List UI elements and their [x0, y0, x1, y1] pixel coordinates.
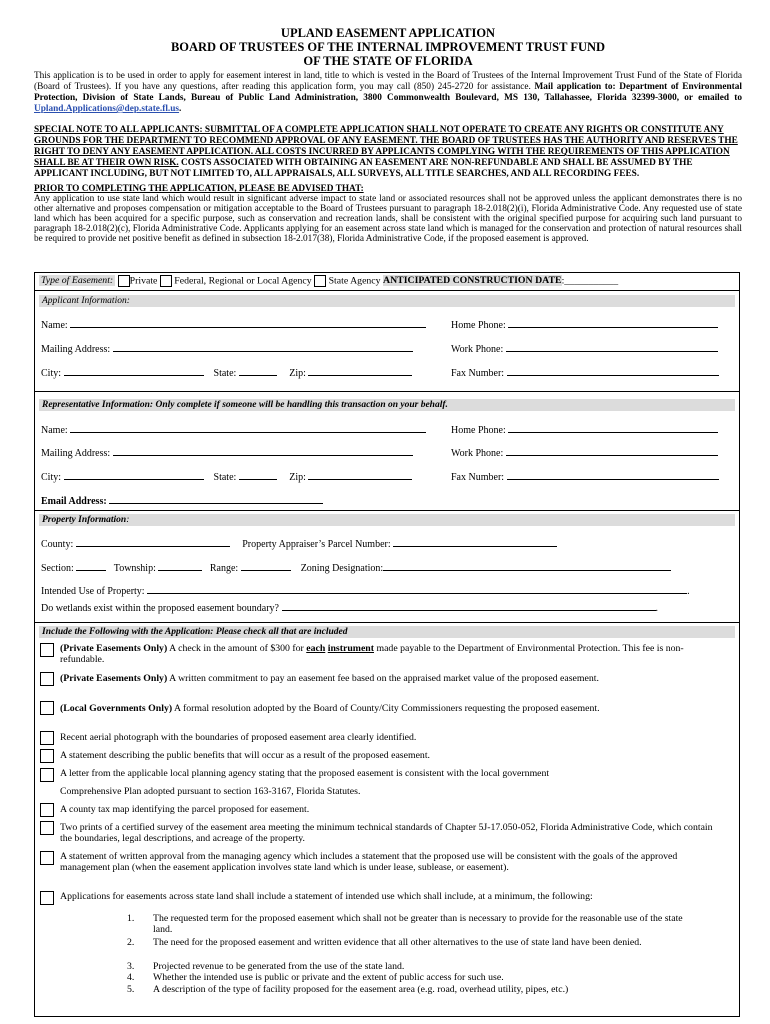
rep-email-label: Email Address:	[41, 496, 110, 507]
item-2-text: A written commitment to pay an easement fee based on the appraised market value of the proposed easement.	[167, 673, 599, 684]
applicant-fax-row	[451, 366, 719, 379]
parcel-label: Property Appraiser’s Parcel Number:	[242, 539, 394, 550]
section-field[interactable]	[76, 561, 106, 571]
intended-use-field[interactable]	[147, 584, 687, 594]
rep-work-phone-label: Work Phone:	[451, 448, 506, 459]
include-item-5: A statement describing the public benefits that will occur as a result of the proposed easement.	[60, 750, 430, 761]
item-7-checkbox[interactable]	[40, 803, 54, 817]
state-agency-label: State Agency	[328, 275, 381, 287]
construction-date-field[interactable]: :___________	[561, 275, 619, 287]
intro-paragraph	[34, 71, 742, 115]
federal-checkbox[interactable]	[160, 275, 172, 287]
section-row	[41, 561, 671, 574]
page-subtitle: BOARD OF TRUSTEES OF THE INTERNAL IMPROVEMENT TRUST FUND	[170, 40, 606, 54]
representative-section-header: Representative Information: Only complete if someone will be handling this transaction on your behalf.	[39, 399, 735, 411]
rep-fax-row	[451, 470, 719, 483]
rep-work-phone-field[interactable]	[506, 446, 718, 456]
applicant-home-phone-row	[451, 318, 718, 331]
county-field[interactable]	[76, 537, 230, 547]
rep-state-label: State:	[213, 472, 239, 483]
applicant-city-field[interactable]	[64, 366, 204, 376]
rep-mailing-row	[41, 446, 413, 459]
range-label: Range:	[209, 563, 241, 574]
include-item-10: Applications for easements across state land shall include a statement of intended use which shall include, at a minimum, the following:	[60, 891, 593, 902]
applicant-zip-field[interactable]	[308, 366, 412, 376]
rep-email-row	[41, 494, 323, 507]
township-field[interactable]	[158, 561, 202, 571]
item-3-lead: (Local Governments Only)	[60, 703, 173, 714]
rep-fax-field[interactable]	[507, 470, 719, 480]
special-note-tail: COSTS ASSOCIATED WITH OBTAINING AN EASEMENT ARE NON-REFUNDABLE AND SHALL BE ASSUMED BY THE APPLICANT INCLUDING, BUT NOT LIMITED TO, ALL APPRAISALS, ALL SURVEYS, ALL TITLE SEARCHES, AND ALL RECORDING FEES.	[34, 158, 693, 179]
wetlands-row	[41, 601, 658, 614]
sub-item-2	[127, 937, 707, 948]
property-heading: Property Information	[42, 515, 127, 525]
divider	[35, 510, 739, 511]
prior-notice	[34, 184, 742, 244]
section-label: Section:	[41, 563, 77, 574]
include-item-7: A county tax map identifying the parcel proposed for easement.	[60, 804, 310, 815]
rep-state-field[interactable]	[239, 470, 277, 480]
property-colon: :	[126, 515, 130, 525]
applicant-name-label: Name:	[41, 320, 71, 331]
rep-city-field[interactable]	[64, 470, 204, 480]
zoning-field[interactable]	[383, 561, 671, 571]
zoning-label: Zoning Designation:	[300, 563, 384, 574]
applicant-work-phone-label: Work Phone:	[451, 344, 506, 355]
applicant-heading: Applicant Information	[42, 296, 127, 306]
construction-date-label: ANTICIPATED CONSTRUCTION DATE	[383, 275, 562, 287]
prior-text: Any application to use state land which would result in significant adverse impact to state land or associated resources shall not be approved unless the applicant demonstrates there is no other alternative and proposes compensation or mitigation acceptable to the Board of Trustees pursuant to paragraph 18-2.018(2)(i), Florida Administrative Code. Any requested use of state land which has been acquired for a specific purpose, such as conservation and recreation lands, shall be consistent with the original specified purpose for acquiring such land pursuant to paragraph 18-2.018(2)(c), Florida Administrative Code. Applicants applying for an easement across state land which is managed for the conservation and protection of natural resources shall be required to provide net positive benefit as defined in subsection 18-2.017(38), Florida Administrative Code, if the proposed easement is approved.	[34, 194, 742, 244]
item-4-checkbox[interactable]	[40, 731, 54, 745]
sub-item-5	[127, 984, 707, 995]
county-label: County:	[41, 539, 76, 550]
item-3-checkbox[interactable]	[40, 701, 54, 715]
item-5-checkbox[interactable]	[40, 749, 54, 763]
include-section-header: Include the Following with the Application: Please check all that are included	[39, 626, 735, 638]
sub-item-5-text: A description of the type of facility proposed for the easement area (e.g. road, overhead utility, pipes, etc.)	[153, 984, 569, 995]
rep-email-field[interactable]	[109, 494, 323, 504]
applicant-section-header	[39, 295, 735, 307]
divider	[35, 391, 739, 392]
include-item-2	[60, 673, 720, 684]
sub-item-4	[127, 972, 707, 983]
applicant-work-phone-row	[451, 342, 718, 355]
mail-instructions: Mail application to: Department of Environmental Protection, Division of State Lands, Bureau of Public Land Administration, 3800 Commonwealth Boulevard, MS 130, Tallahassee, Florida 32399-3000, or emailed to	[34, 82, 742, 103]
item-8-checkbox[interactable]	[40, 821, 54, 835]
sub-item-4-number: 4.	[127, 972, 135, 983]
property-section-header	[39, 514, 735, 526]
divider	[35, 290, 739, 291]
sub-item-3-number: 3.	[127, 961, 135, 972]
rep-city-row	[41, 470, 412, 483]
rep-fax-label: Fax Number:	[451, 472, 507, 483]
private-checkbox[interactable]	[118, 275, 130, 287]
special-note	[34, 125, 742, 180]
applicant-state-label: State:	[213, 368, 239, 379]
applicant-colon: :	[126, 296, 130, 306]
include-item-6: A letter from the applicable local planning agency stating that the proposed easement is consistent with the local government	[60, 768, 550, 779]
item-1-text2: made payable to the Department of Environmental Protection. This fee is non-refundable.	[60, 643, 684, 665]
item-6-checkbox[interactable]	[40, 768, 54, 782]
page-title: UPLAND EASEMENT APPLICATION	[280, 26, 496, 40]
application-form	[34, 272, 740, 1017]
state-agency-checkbox[interactable]	[314, 275, 326, 287]
applicant-home-phone-label: Home Phone:	[451, 320, 509, 331]
sub-item-2-text: The need for the proposed easement and written evidence that all other alternatives to the use of state land have been denied.	[153, 937, 642, 948]
prior-heading: PRIOR TO COMPLETING THE APPLICATION, PLEASE BE ADVISED THAT:	[34, 184, 364, 194]
item-3-text: A formal resolution adopted by the Board of County/City Commissioners requesting the proposed easement.	[172, 703, 600, 714]
item-2-checkbox[interactable]	[40, 672, 54, 686]
rep-name-field[interactable]	[70, 423, 426, 433]
intended-use-row	[41, 584, 690, 597]
federal-label: Federal, Regional or Local Agency	[174, 275, 312, 287]
sub-item-3-text: Projected revenue to be generated from the use of the state land.	[153, 961, 405, 972]
item-9-checkbox[interactable]	[40, 851, 54, 865]
item-10-checkbox[interactable]	[40, 891, 54, 905]
rep-work-phone-row	[451, 446, 718, 459]
include-item-3	[60, 703, 720, 714]
rep-home-phone-row	[451, 423, 718, 436]
sub-item-1-text: The requested term for the proposed easement which shall not be greater than is necessary to provide for the reasonable use of the state land.	[153, 913, 683, 935]
item-1-lead: (Private Easements Only)	[60, 643, 168, 654]
wetlands-field[interactable]	[282, 601, 656, 611]
sub-item-3	[127, 961, 707, 972]
township-label: Township:	[113, 563, 159, 574]
applicant-state-field[interactable]	[239, 366, 277, 376]
sub-item-1-number: 1.	[127, 913, 135, 924]
intended-use-label: Intended Use of Property:	[41, 586, 148, 597]
item-2-lead: (Private Easements Only)	[60, 673, 168, 684]
easement-type-label: Type of Easement:	[41, 275, 114, 287]
rep-zip-label: Zip:	[289, 472, 309, 483]
special-note-lead: SPECIAL NOTE TO ALL APPLICANTS: SUBMITTAL OF A COMPLETE APPLICATION SHALL NOT OPERATE TO CREATE ANY RIGHTS OR CONSTITUTE ANY GROUNDS FOR THE DEPARTMENT TO RECOMMEND APPROVAL OF ANY EASEMENT. THE BOARD OF TRUSTEES HAS THE AUTHORITY AND RESERVES THE RIGHT TO DENY ANY EASEMENT APPLICATION. ALL COSTS INCURRED BY APPLICANTS COMPLYING WITH THE REQUIREMENTS OF THIS APPLICATION SHALL BE AT THEIR OWN RISK.	[34, 125, 738, 168]
intro-text: This application is to be used in order to apply for easement interest in land, title to which is vested in the Board of Trustees of the Internal Improvement Trust Fund of the State of Florida (Board of Trustees). If you have any questions, after reading this application form, you may call (850) 245-2720 for assistance.	[34, 71, 742, 92]
applicant-name-field[interactable]	[70, 318, 426, 328]
parcel-field[interactable]	[393, 537, 557, 547]
include-item-8: Two prints of a certified survey of the easement area meeting the minimum technical standards of Chapter 5J-17.050-052, Florida Administrative Code, which contain the boundaries, legal descriptions, and acreage of the property.	[60, 822, 713, 844]
applicant-mailing-field[interactable]	[113, 342, 413, 352]
applicant-name-row	[41, 318, 426, 331]
applicant-fax-field[interactable]	[507, 366, 719, 376]
include-item-1	[60, 643, 720, 665]
sub-item-4-text: Whether the intended use is public or private and the extent of public access for such use.	[153, 972, 504, 983]
item-1-text: A check in the amount of $300 for	[167, 643, 307, 654]
wetlands-period: .	[655, 603, 658, 614]
wetlands-label: Do wetlands exist within the proposed easement boundary?	[41, 603, 282, 614]
private-label: Private	[129, 275, 158, 287]
document-header	[34, 26, 742, 244]
include-item-6-continued: Comprehensive Plan adopted pursuant to section 163-3167, Florida Statutes.	[60, 786, 361, 797]
applicant-work-phone-field[interactable]	[506, 342, 718, 352]
item-1-checkbox[interactable]	[40, 643, 54, 657]
rep-mailing-label: Mailing Address:	[41, 448, 113, 459]
applicant-city-label: City:	[41, 368, 64, 379]
applicant-mailing-label: Mailing Address:	[41, 344, 113, 355]
range-field[interactable]	[241, 561, 291, 571]
item-1-instrument: instrument	[327, 643, 374, 654]
include-item-4: Recent aerial photograph with the boundaries of proposed easement area clearly identified.	[60, 732, 417, 743]
intro-period: .	[179, 104, 182, 114]
intended-use-period: .	[687, 586, 690, 597]
email-link[interactable]: Upland.Applications@dep.state.fl.us	[34, 104, 180, 114]
page-subtitle-2: OF THE STATE OF FLORIDA	[303, 54, 473, 68]
applicant-mailing-row	[41, 342, 413, 355]
sub-item-5-number: 5.	[127, 984, 135, 995]
applicant-fax-label: Fax Number:	[451, 368, 507, 379]
rep-mailing-field[interactable]	[113, 446, 413, 456]
divider	[35, 622, 739, 623]
rep-zip-field[interactable]	[308, 470, 412, 480]
rep-city-label: City:	[41, 472, 64, 483]
sub-item-2-number: 2.	[127, 937, 135, 948]
sub-item-1	[127, 913, 707, 935]
item-1-each: each	[306, 643, 326, 654]
applicant-home-phone-field[interactable]	[508, 318, 718, 328]
rep-home-phone-label: Home Phone:	[451, 425, 509, 436]
rep-name-row	[41, 423, 426, 436]
applicant-city-row	[41, 366, 412, 379]
county-row	[41, 537, 557, 550]
applicant-zip-label: Zip:	[289, 368, 309, 379]
easement-type-row	[39, 275, 618, 287]
rep-name-label: Name:	[41, 425, 71, 436]
include-item-9: A statement of written approval from the managing agency which includes a statement that the proposed use will be consistent with the goals of the approved management plan (when the easement application involves state land which is under lease, sublease, or easement).	[60, 851, 678, 873]
rep-home-phone-field[interactable]	[508, 423, 718, 433]
